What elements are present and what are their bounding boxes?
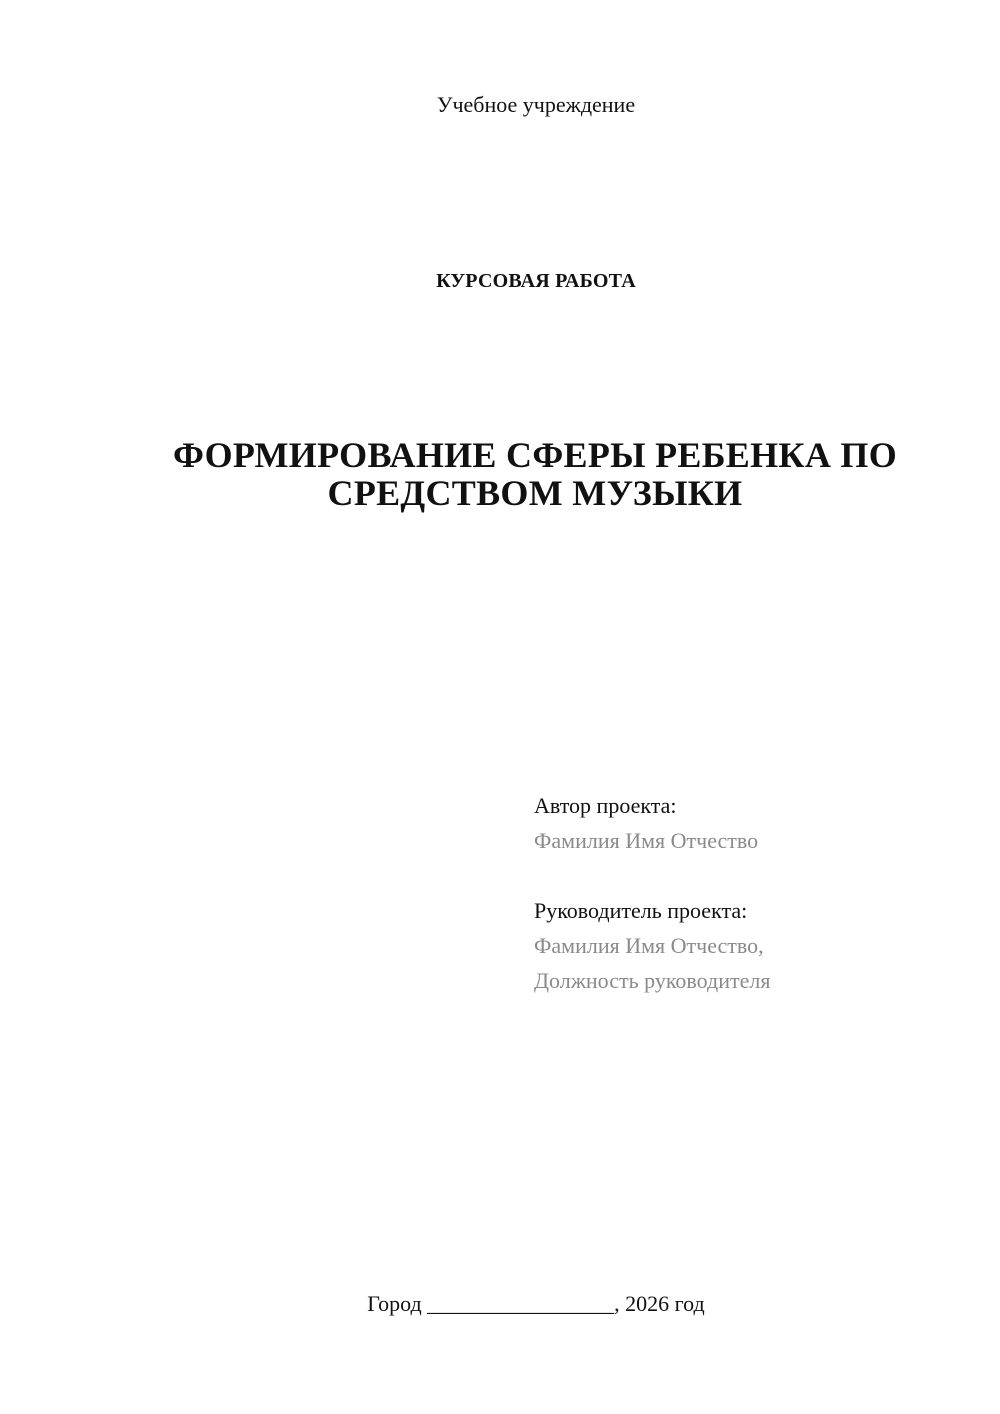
institution-name: Учебное учреждение <box>436 92 636 117</box>
project-info-block <box>534 788 964 998</box>
supervisor-name-placeholder: Фамилия Имя Отчество, <box>534 933 764 958</box>
document-title-line-1: ФОРМИРОВАНИЕ СФЕРЫ РЕБЕНКА ПО <box>172 435 898 475</box>
city-year-line: Город _________________, 2026 год <box>367 1291 705 1316</box>
author-label: Автор проекта: <box>534 793 677 818</box>
document-type: КУРСОВАЯ РАБОТА <box>436 270 636 292</box>
author-name-placeholder: Фамилия Имя Отчество <box>534 828 759 853</box>
supervisor-position-placeholder: Должность руководителя <box>534 968 771 993</box>
spacer <box>534 858 964 893</box>
document-title-line-2: СРЕДСТВОМ МУЗЫКИ <box>327 473 743 513</box>
document-title <box>120 436 950 512</box>
supervisor-label: Руководитель проекта: <box>534 898 748 923</box>
